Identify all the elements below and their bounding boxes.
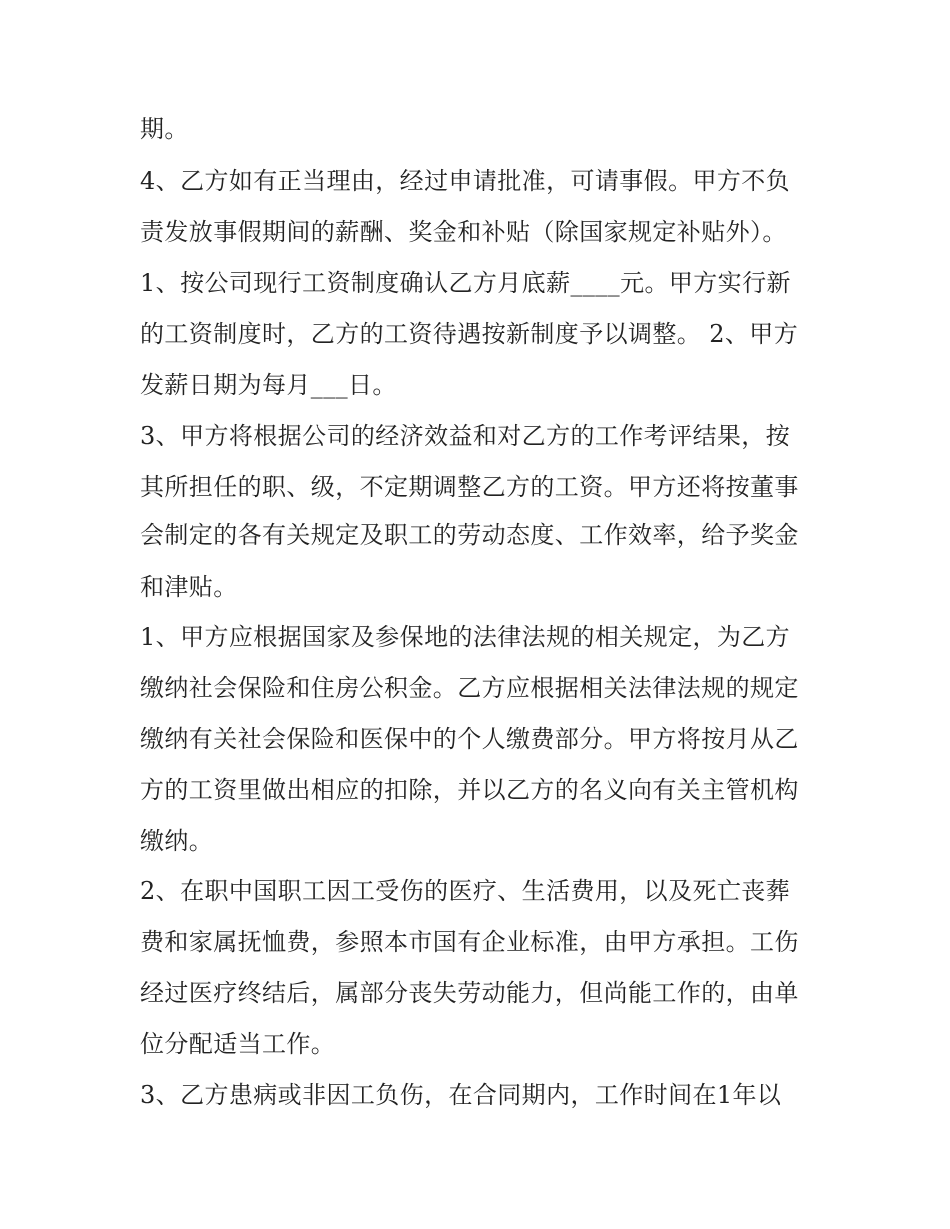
- text-line: 3、乙方患病或非因工负伤，在合同期内，工作时间在1年以: [140, 1081, 782, 1109]
- text-line: 期。: [140, 115, 189, 143]
- text-line: 会制定的各有关规定及职工的劳动态度、工作效率，给予奖金: [140, 521, 799, 549]
- text-line: 位分配适当工作。: [140, 1030, 336, 1058]
- text-line: 方的工资里做出相应的扣除，并以乙方的名义向有关主管机构: [140, 776, 799, 804]
- text-line: 发薪日期为每月___日。: [140, 371, 397, 399]
- text-line: 责发放事假期间的薪酬、奖金和补贴（除国家规定补贴外）。: [140, 218, 787, 246]
- text-line: 的工资制度时，乙方的工资待遇按新制度予以调整。 2、甲方: [140, 320, 799, 348]
- text-line: 1、按公司现行工资制度确认乙方月底薪____元。甲方实行新: [140, 269, 791, 297]
- text-line: 经过医疗终结后，属部分丧失劳动能力，但尚能工作的，由单: [140, 979, 799, 1007]
- text-line: 缴纳社会保险和住房公积金。乙方应根据相关法律法规的规定: [140, 674, 799, 702]
- text-line: 缴纳有关社会保险和医保中的个人缴费部分。甲方将按月从乙: [140, 725, 799, 753]
- text-line: 缴纳。: [140, 827, 214, 855]
- text-line: 2、在职中国职工因工受伤的医疗、生活费用，以及死亡丧葬: [140, 877, 791, 905]
- text-line: 3、甲方将根据公司的经济效益和对乙方的工作考评结果，按: [140, 422, 791, 450]
- text-line: 1、甲方应根据国家及参保地的法律法规的相关规定，为乙方: [140, 623, 791, 651]
- text-line: 和津贴。: [140, 573, 238, 601]
- text-line: 费和家属抚恤费，参照本市国有企业标准，由甲方承担。工伤: [140, 928, 799, 956]
- text-line: 4、乙方如有正当理由，经过申请批准，可请事假。甲方不负: [140, 167, 791, 195]
- text-line: 其所担任的职、级，不定期调整乙方的工资。甲方还将按董事: [140, 473, 799, 501]
